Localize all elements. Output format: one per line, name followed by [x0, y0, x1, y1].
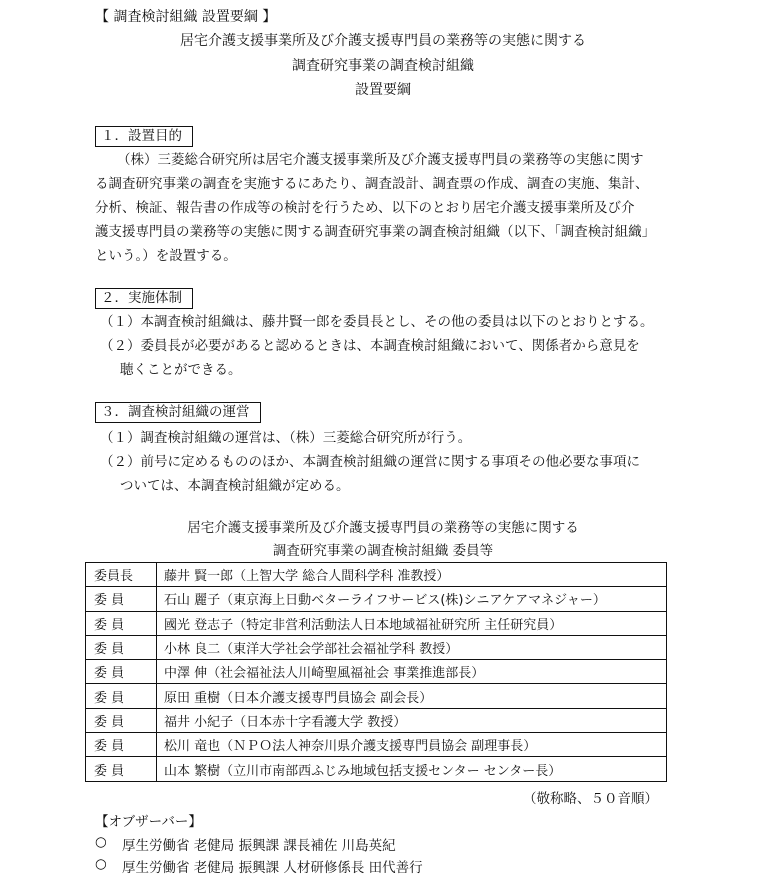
member-name: 松川 竜也（ＮＰＯ法人神奈川県介護支援専門員協会 副理事長） [157, 733, 667, 757]
observer-item: 厚生労働省 老健局 振興課 課長補佐 川島英紀 [122, 838, 396, 854]
member-name: 中澤 伸（社会福祉法人川崎聖風福祉会 事業推進部長） [157, 660, 667, 684]
table-row [86, 587, 667, 611]
honorifics-note: （敬称略、５０音順） [523, 791, 658, 807]
member-role: 委 員 [86, 660, 157, 684]
members-title-line-2: 調査研究事業の調査検討組織 委員等 [272, 543, 494, 559]
table-row [86, 708, 667, 732]
document-header: 【 調査検討組織 設置要綱 】 [95, 9, 277, 25]
document-title-line-2: 調査研究事業の調査検討組織 [292, 58, 474, 74]
member-role: 委 員 [86, 684, 157, 708]
structure-item-2: （２）委員長が必要があると認めるときは、本調査検討組織において、関係者から意見を [100, 338, 640, 354]
purpose-line-3: 分析、検証、報告書の作成等の検討を行うため、以下のとおり居宅介護支援事業所及び介 [95, 200, 635, 216]
section-heading-purpose: １．設置目的 [95, 126, 193, 147]
purpose-line-4: 護支援専門員の業務等の実態に関する調査研究事業の調査検討組織（以下、「調査検討組織」 [95, 224, 656, 240]
document-title-line-3: 設置要綱 [355, 82, 411, 98]
section-heading-operation: ３．調査検討組織の運営 [95, 402, 261, 423]
member-name: 小林 良二（東洋大学社会学部社会福祉学科 教授） [157, 635, 667, 659]
table-row [86, 660, 667, 684]
observers-heading: 【オブザーバー】 [95, 814, 202, 830]
member-name: 國光 登志子（特定非営利活動法人日本地域福祉研究所 主任研究員） [157, 611, 667, 635]
member-role: 委 員 [86, 635, 157, 659]
member-role: 委員長 [86, 563, 157, 587]
table-row [86, 757, 667, 781]
table-row [86, 635, 667, 659]
table-row [86, 733, 667, 757]
observer-bullet-icon: ○ [95, 834, 107, 850]
purpose-line-5: という。）を設置する。 [95, 248, 237, 264]
table-row [86, 684, 667, 708]
purpose-line-2: る調査研究事業の調査を実施するにあたり、調査設計、調査票の作成、調査の実施、集計、 [95, 176, 649, 192]
operation-item-2: （２）前号に定めるもののほか、本調査検討組織の運営に関する事項その他必要な事項に [100, 454, 640, 470]
member-role: 委 員 [86, 757, 157, 781]
member-role: 委 員 [86, 611, 157, 635]
purpose-line-1: （株）三菱総合研究所は居宅介護支援事業所及び介護支援専門員の業務等の実態に関す [117, 152, 644, 168]
table-row [86, 611, 667, 635]
structure-item-1: （１）本調査検討組織は、藤井賢一郎を委員長とし、その他の委員は以下のとおりとする。 [100, 314, 654, 330]
table-row [86, 563, 667, 587]
observer-bullet-icon: ○ [95, 856, 107, 872]
document-title-line-1: 居宅介護支援事業所及び介護支援専門員の業務等の実態に関する [180, 33, 586, 49]
member-name: 石山 麗子（東京海上日動ベターライフサービス(株)シニアケアマネジャー） [157, 587, 667, 611]
operation-item-2-cont: ついては、本調査検討組織が定める。 [120, 478, 350, 494]
section-heading-structure: ２．実施体制 [95, 288, 193, 309]
member-name: 原田 重樹（日本介護支援専門員協会 副会長） [157, 684, 667, 708]
member-role: 委 員 [86, 708, 157, 732]
observer-item: 厚生労働省 老健局 振興課 人材研修係長 田代善行 [122, 860, 423, 876]
member-name: 藤井 賢一郎（上智大学 総合人間科学科 准教授） [157, 563, 667, 587]
members-title-line-1: 居宅介護支援事業所及び介護支援専門員の業務等の実態に関する [187, 520, 579, 536]
structure-item-2-cont: 聴くことができる。 [120, 362, 242, 378]
member-name: 山本 繁樹（立川市南部西ふじみ地域包括支援センター センター長） [157, 757, 667, 781]
member-role: 委 員 [86, 587, 157, 611]
members-table [85, 562, 667, 782]
member-name: 福井 小紀子（日本赤十字看護大学 教授） [157, 708, 667, 732]
operation-item-1: （１）調査検討組織の運営は、（株）三菱総合研究所が行う。 [100, 430, 472, 446]
member-role: 委 員 [86, 733, 157, 757]
